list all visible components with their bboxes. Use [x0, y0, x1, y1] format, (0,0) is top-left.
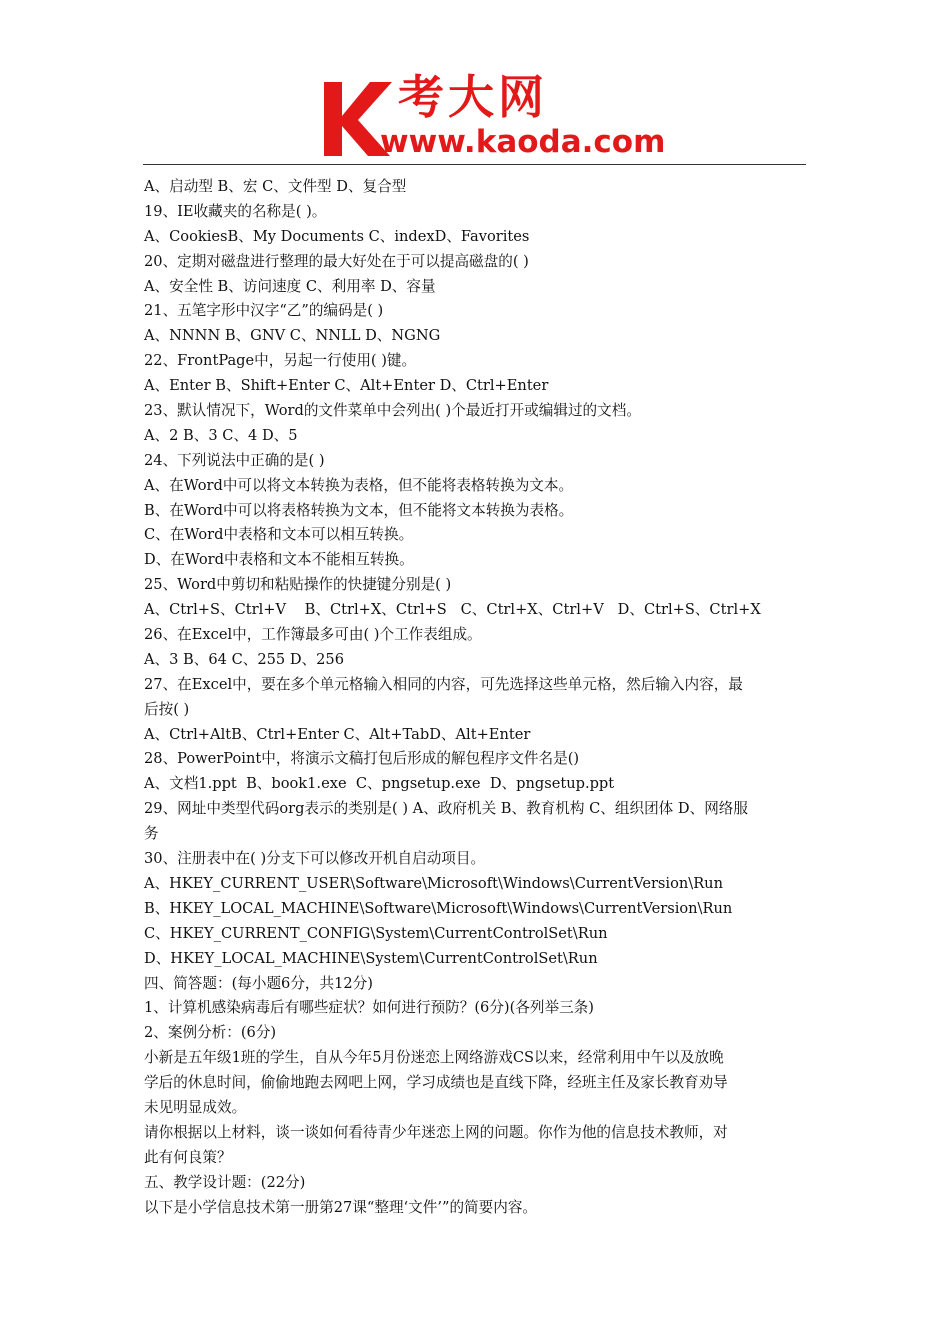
text-line: 务	[144, 825, 159, 843]
text-line: A、CookiesB、My Documents C、indexD、Favorites	[144, 227, 530, 245]
text-line: 1、计算机感染病毒后有哪些症状？如何进行预防？(6分)(各列举三条)	[144, 999, 594, 1017]
text-line: 20、定期对磁盘进行整理的最大好处在于可以提高磁盘的( )	[144, 252, 529, 270]
text-line: A、3 B、64 C、255 D、256	[144, 650, 344, 668]
text-line: 小新是五年级1班的学生，自从今年5月份迷恋上网络游戏CS以来，经常利用中午以及放晚	[144, 1049, 724, 1067]
text-line: A、Ctrl+S、Ctrl+V B、Ctrl+X、Ctrl+S C、Ctrl+X、Ctrl+V D、Ctrl+S、Ctrl+X	[144, 601, 761, 619]
text-line: B、HKEY_LOCAL_MACHINE\Software\Microsoft\Windows\CurrentVersion\Run	[144, 899, 733, 917]
text-line: 五、教学设计题：(22分)	[144, 1173, 306, 1191]
text-line: 28、PowerPoint中，将演示文稿打包后形成的解包程序文件名是()	[144, 750, 580, 768]
text-line: 以下是小学信息技术第一册第27课“整理‘文件’”的简要内容。	[144, 1198, 538, 1216]
logo-chinese-text: 考大网	[398, 70, 548, 124]
text-line: 2、案例分析：(6分)	[144, 1024, 277, 1042]
text-line: 30、注册表中在( )分支下可以修改开机自启动项目。	[144, 850, 486, 868]
text-line: A、启动型 B、宏 C、文件型 D、复合型	[144, 178, 407, 195]
text-line: 27、在Excel中，要在多个单元格输入相同的内容，可先选择这些单元格，然后输入内容，最	[144, 675, 743, 693]
text-line: 29、网址中类型代码org表示的类别是( ) A、政府机关 B、教育机构 C、组织团体 D、网络服	[144, 800, 748, 818]
text-line: A、NNNN B、GNV C、NNLL D、NGNG	[144, 327, 441, 345]
text-line: 22、FrontPage中，另起一行使用( )键。	[144, 352, 417, 370]
text-line: A、安全性 B、访问速度 C、利用率 D、容量	[144, 277, 436, 295]
text-line: D、在Word中表格和文本不能相互转换。	[144, 551, 414, 569]
text-line: 未见明显成效。	[144, 1098, 247, 1116]
text-line: A、2 B、3 C、4 D、5	[144, 426, 298, 444]
kaoda-logo	[318, 70, 666, 160]
text-line: 学后的休息时间，偷偷地跑去网吧上网，学习成绩也是直线下降，经班主任及家长教育劝导	[144, 1074, 728, 1092]
text-line: A、Enter B、Shift+Enter C、Alt+Enter D、Ctrl+Enter	[144, 377, 549, 395]
text-line: 26、在Excel中，工作簿最多可由( )个工作表组成。	[144, 626, 482, 644]
text-line: 25、Word中剪切和粘贴操作的快捷键分别是( )	[144, 576, 452, 594]
text-line: 此有何良策？	[144, 1148, 232, 1166]
text-line: 24、下列说法中正确的是( )	[144, 451, 325, 469]
text-line: A、Ctrl+AltB、Ctrl+Enter C、Alt+TabD、Alt+Enter	[144, 725, 531, 743]
text-line: A、在Word中可以将文本转换为表格，但不能将表格转换为文本。	[144, 476, 574, 494]
text-line: D、HKEY_LOCAL_MACHINE\System\CurrentControlSet\Run	[144, 949, 598, 967]
text-line: 23、默认情况下，Word的文件菜单中会列出( )个最近打开或编辑过的文档。	[144, 402, 641, 420]
text-line: 四、简答题：(每小题6分，共12分)	[144, 974, 373, 992]
text-line: A、HKEY_CURRENT_USER\Software\Microsoft\Windows\CurrentVersion\Run	[144, 874, 723, 892]
text-line: C、HKEY_CURRENT_CONFIG\System\CurrentControlSet\Run	[144, 924, 608, 942]
text-line: A、文档1.ppt B、book1.exe C、pngsetup.exe D、pngsetup.ppt	[144, 775, 615, 793]
text-line: B、在Word中可以将表格转换为文本，但不能将文本转换为表格。	[144, 501, 574, 519]
logo-url-text: www.kaoda.com	[380, 124, 666, 160]
text-line: 后按( )	[144, 700, 190, 718]
text-line: C、在Word中表格和文本可以相互转换。	[144, 526, 414, 544]
header-divider	[143, 164, 806, 165]
text-line: 请你根据以上材料，谈一谈如何看待青少年迷恋上网的问题。你作为他的信息技术教师，对	[144, 1123, 728, 1141]
text-line: 21、五笔字形中汉字“乙”的编码是( )	[144, 302, 384, 320]
text-line: 19、IE收藏夹的名称是( )。	[144, 202, 327, 220]
document-body	[144, 175, 808, 1220]
